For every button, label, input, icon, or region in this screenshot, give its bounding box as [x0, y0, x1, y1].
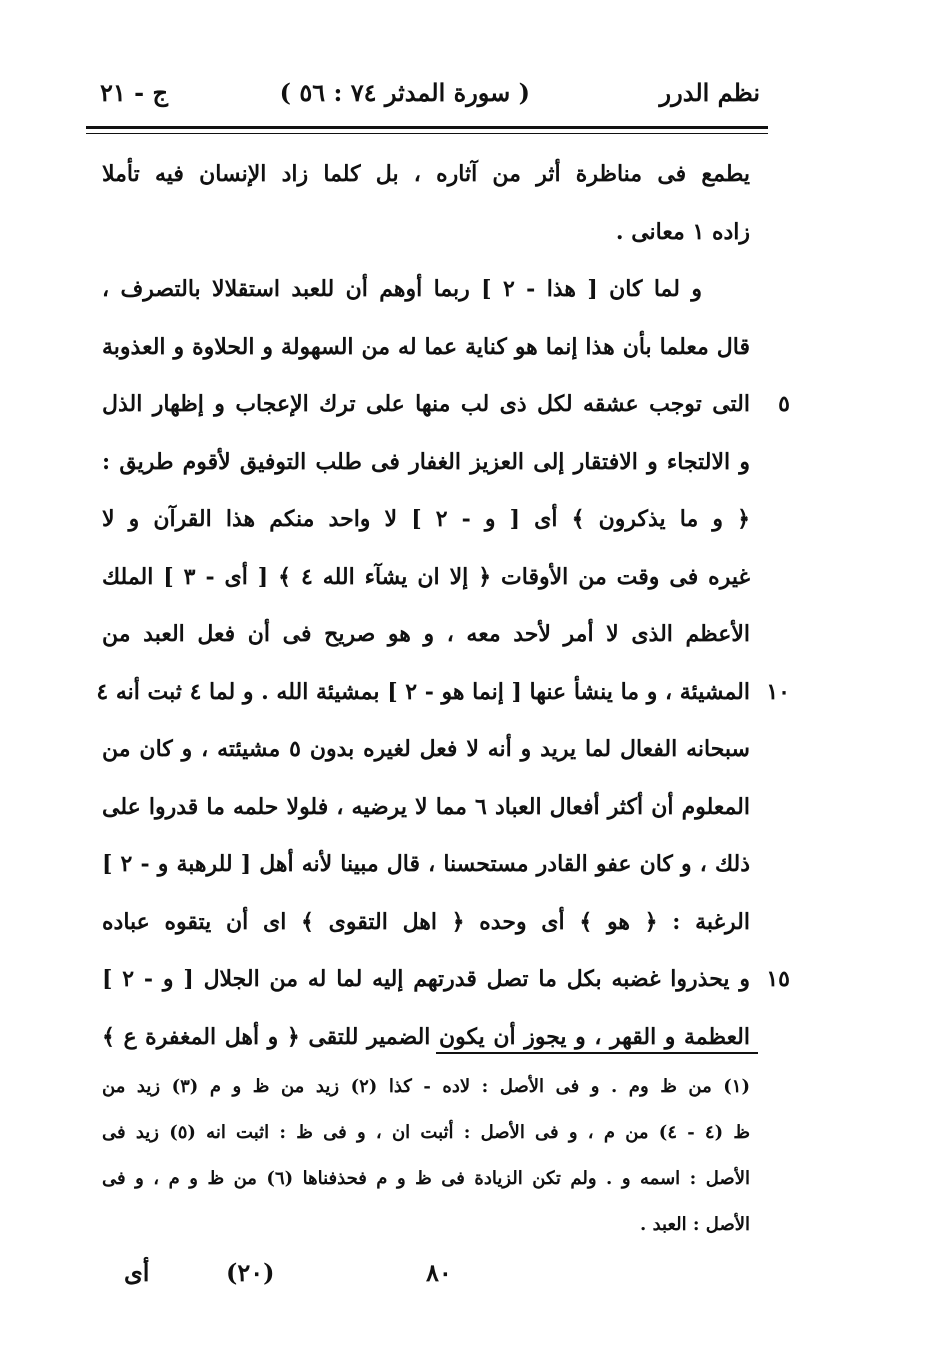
header-rule-thin	[86, 133, 768, 134]
text-line-with-number	[96, 664, 790, 722]
footnote-line: الأصل : اسمه و . ولم تكن الزيادة فى ظ و م فحذفناها (٦) من ظ و م ، و فى	[102, 1168, 750, 1189]
text-line: و يحذروا غضبه بكل ما تصل قدرتهم إليه لما له من الجلال [ و - ٢ ]	[102, 966, 750, 992]
footnote-line: (١) من ظ وم . و فى الأصل : لاده - كذا (٢) زيد من ظ و م (٣) زيد من	[102, 1076, 750, 1097]
text-line: الرغبة : ﴿ هو ﴾ أى وحده ﴿ اهل التقوى ﴾ اى أن يتقوه عباده	[102, 908, 750, 935]
text-line: قال معلما بأن هذا إنما هو كناية عما له من السهولة و الحلاوة و العذوبة	[102, 333, 750, 360]
text-line: سبحانه الفعال لما يريد و أنه لا فعل لغيره بدون ٥ مشيئته ، و كان من	[102, 736, 750, 762]
signature-mark: (٢٠)	[226, 1258, 275, 1287]
footnote-line: الأصل : العبد .	[640, 1214, 750, 1235]
volume-number: ج - ٢١	[100, 78, 168, 107]
running-header	[100, 78, 760, 122]
text-line: المعلوم أن أكثر أفعال العباد ٦ مما لا يرضيه ، فلولا حلمه ما قدروا على	[102, 793, 750, 820]
footnote-rule	[436, 1052, 758, 1054]
text-line-with-number	[102, 951, 790, 1009]
text-line: التى توجب عشقه لكل ذى لب منها على ترك الإعجاب و إظهار الذل	[102, 391, 750, 417]
text-line: ﴿ و ما يذكرون ﴾ أى [ و - ٢ ] لا واحد منكم هذا القرآن و لا	[102, 506, 750, 532]
main-text	[96, 146, 790, 1066]
line-number: ٥	[778, 391, 790, 417]
text-line: المشيئة ، و ما ينشأ عنها [ إنما هو - ٢ ] بمشيئة الله . و لما ٤ ثبت أنه ٤	[96, 678, 750, 705]
text-line: و لما كان [ هذا - ٢ ] ربما أوهم أن للعبد استقلالا بالتصرف ،	[102, 276, 702, 302]
text-line: العظمة و القهر ، و يجوز أن يكون الضمير للتقى ﴿ و أهل المغفرة ع ﴾	[102, 1023, 750, 1050]
text-line: زاده ١ معانى .	[615, 218, 750, 245]
book-title: نظم الدرر	[659, 78, 760, 107]
line-number: ١٥	[766, 966, 790, 992]
catchword: أى	[124, 1258, 150, 1287]
header-rule-thick	[86, 126, 768, 129]
footnotes	[102, 1064, 750, 1248]
text-line: الأعظم الذى لا أمر لأحد معه ، و هو صريح فى أن فعل العبد من	[102, 621, 750, 647]
surah-reference: ( سورة المدثر ٧٤ : ٥٦ )	[279, 78, 530, 107]
page-number: ٨٠	[426, 1258, 452, 1287]
footnote-line: ظ (٤ - ٤) من م ، و فى الأصل : أثبت ان ، و فى ظ : اثبت انه (٥) زيد فى	[102, 1122, 750, 1143]
line-number: ١٠	[766, 678, 790, 705]
text-line-with-number	[102, 376, 790, 434]
text-line: و الالتجاء و الافتقار إلى العزيز الغفار فى طلب التوفيق لأقوم طريق :	[102, 448, 750, 475]
text-line: ذلك ، و كان عفو القادر مستحسنا ، قال مبينا لأنه أهل [ للرهبة و - ٢ ]	[102, 851, 750, 877]
text-line: غيره فى وقت من الأوقات ﴿ إلا ان يشآء الله ٤ ﴾ [ أى - ٣ ] الملك	[102, 563, 750, 590]
text-line: يطمع فى مناظرة أثر من آثاره ، بل كلما زاد الإنسان فيه تأملا	[102, 161, 750, 187]
